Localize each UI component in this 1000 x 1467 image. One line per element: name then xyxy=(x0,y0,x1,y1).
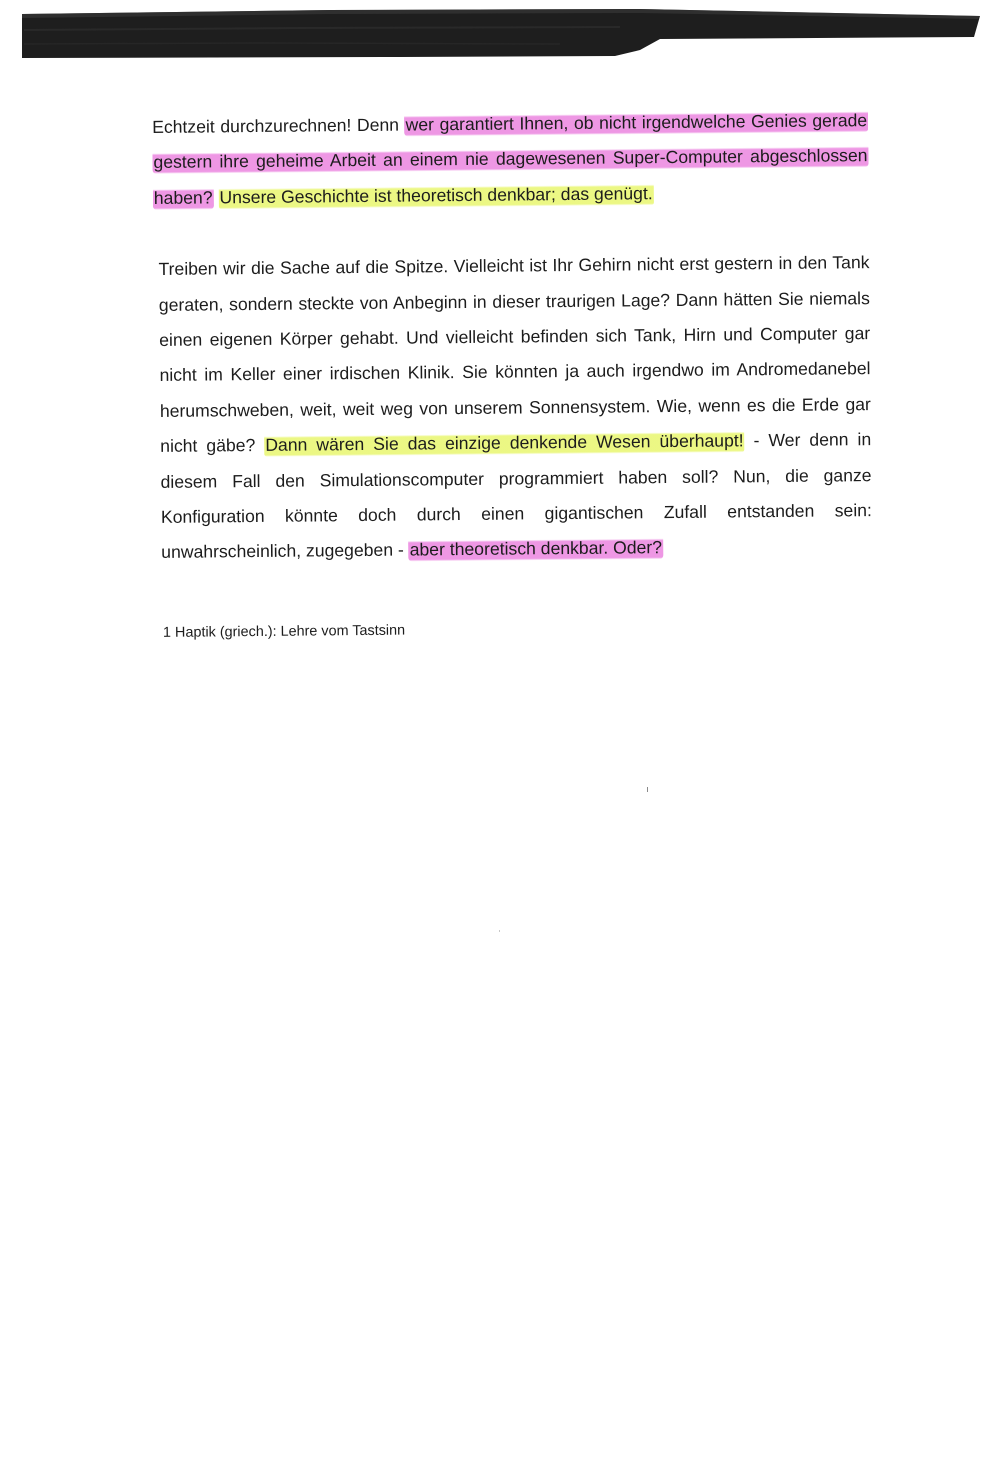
paragraph-2-pink-highlight: aber theoretisch denkbar. Oder? xyxy=(409,536,664,562)
footnote: 1 Haptik (griech.): Lehre vom Tastsinn xyxy=(162,622,406,641)
paragraph-1 xyxy=(152,103,869,216)
document-page xyxy=(152,103,873,643)
paragraph-1-pink-highlight: wer garantiert Ihnen, ob nicht irgendwelche Genies gerade gestern ihre geheime Arbeit an einem nie dagewesenen Super-Computer abgeschlossen haben? xyxy=(152,108,868,210)
redaction-bar-shape xyxy=(0,0,1000,80)
paragraph-2-yellow-highlight: Dann wären Sie das einzige denkende Wesen überhaupt! xyxy=(264,429,745,458)
paragraph-2-text-start: Treiben wir die Sache auf die Spitze. Vielleicht ist Ihr Gehirn nicht erst gestern in den Tank geraten, sondern steckte von Anbeginn in dieser traurigen Lage? Dann hätten Sie niemals einen eigenen Körper gehabt. Und vielleicht befinden sich Tank, Hirn und Computer gar nicht im Keller einer irdischen Klinik. Sie könnten ja auch irgendwo im Andromedanebel herumschweben, weit, weit weg von unserem Sonnensystem. Wie, wenn es die Erde gar nicht gäbe? xyxy=(158,252,871,457)
scan-speck xyxy=(647,787,648,792)
paragraph-1-text-start: Echtzeit durchzurechnen! Denn xyxy=(152,114,405,137)
scan-speck xyxy=(499,930,500,932)
paragraph-2 xyxy=(158,245,872,570)
redaction-bar xyxy=(0,0,1000,80)
paragraph-2-text-middle: - Wer denn in diesem Fall den Simulationscomputer programmiert haben soll? Nun, die ganze Konfiguration könnte doch durch einen gigantischen Zufall entstanden sein: unwahrscheinlich, zugegeben - xyxy=(160,429,872,563)
paragraph-1-yellow-highlight: Unsere Geschichte ist theoretisch denkbar; das genügt. xyxy=(218,181,653,209)
